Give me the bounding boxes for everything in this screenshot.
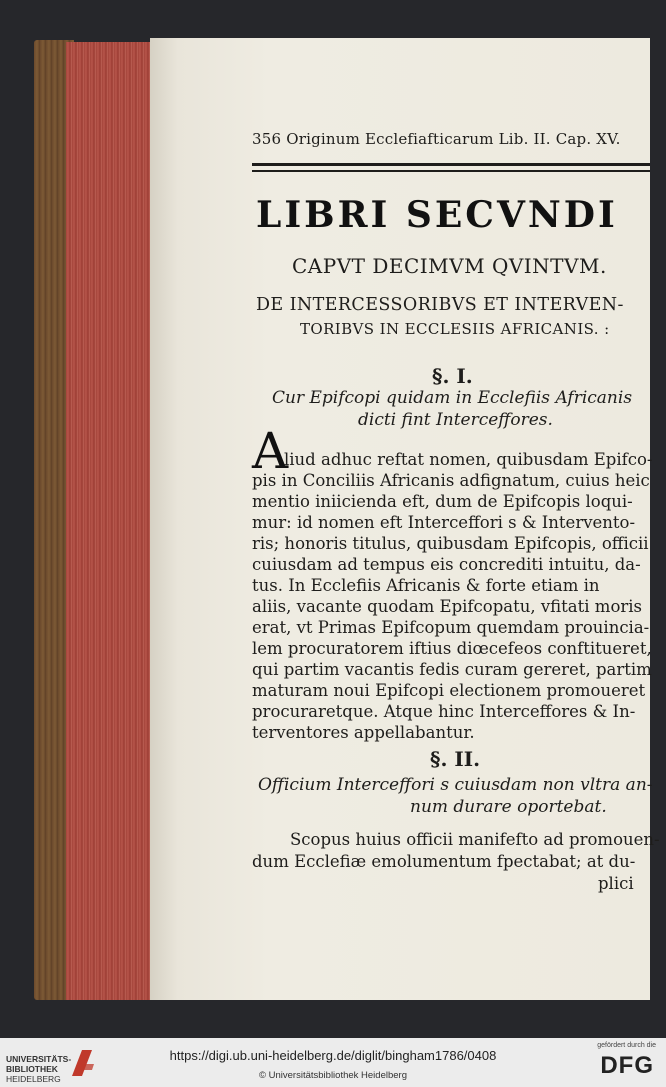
chapter-heading-line-1: DE INTERCESSORIBVS ET INTERVEN- [256, 295, 624, 315]
body-line: procuraretque. Atque hinc Interceffores & In- [252, 702, 636, 721]
body-line: terventores appellabantur. [252, 723, 475, 742]
permalink-url[interactable]: https://digi.ub.uni-heidelberg.de/diglit/bingham1786/0408 [169, 1048, 497, 1063]
body-line: liud adhuc reftat nomen, quibusdam Epifco- [284, 450, 653, 469]
chapter-title: CAPVT DECIMVM QVINTVM. [292, 254, 607, 278]
logo-line-3: HEIDELBERG [6, 1074, 61, 1084]
book-title: LIBRI SECVNDI [256, 194, 618, 236]
body-line: aliis, vacante quodam Epifcopatu, vfitati moris [252, 597, 643, 616]
section-2-number: §. II. [430, 747, 481, 771]
drop-cap: A [252, 422, 289, 480]
page-edges [66, 42, 152, 1000]
catchword: plici [598, 874, 634, 893]
chapter-heading-line-2: TORIBVS IN ECCLESIIS AFRICANIS. : [300, 320, 610, 338]
body-line: mentio iniicienda eft, dum de Epifcopis loqui- [252, 492, 633, 511]
section-1-number: §. I. [432, 364, 473, 388]
body-line: qui partim vacantis fedis curam gereret, partim [252, 660, 652, 679]
viewer-footer [0, 1038, 666, 1087]
body-line: Scopus huius officii manifefto ad promouen- [290, 830, 660, 849]
section-2-subtitle-line-2: num durare oportebat. [410, 797, 607, 817]
logo-line-2: BIBLIOTHEK [6, 1064, 58, 1074]
funder-note: gefördert durch die [597, 1042, 656, 1049]
body-line: mur: id nomen eft Interceffori s & Intervento- [252, 513, 636, 532]
body-line: ris; honoris titulus, quibusdam Epifcopis, officii [252, 534, 649, 553]
header-rule-thin [252, 170, 650, 172]
running-head: 356 Originum Ecclefiafticarum Lib. II. Cap. XV. [252, 130, 621, 148]
section-1-subtitle-line-1: Cur Epifcopi quidam in Ecclefiis Africanis [272, 388, 633, 408]
body-line: lem procuratorem iftius diœcefeos conftitueret, [252, 639, 652, 658]
body-line: pis in Conciliis Africanis adfignatum, cuius heic [252, 471, 650, 490]
body-line: maturam noui Epifcopi electionem promoueret [252, 681, 646, 700]
section-2-subtitle-line-1: Officium Interceffori s cuiusdam non vltra an- [258, 775, 653, 795]
body-line: dum Ecclefiæ emolumentum fpectabat; at du- [252, 852, 636, 871]
copyright-notice: © Universitätsbibliothek Heidelberg [259, 1070, 407, 1081]
header-rule-thick [252, 163, 650, 166]
body-line: cuiusdam ad tempus eis concrediti intuitu, da- [252, 555, 641, 574]
section-1-subtitle-line-2: dicti fint Interceffores. [358, 410, 553, 430]
body-line: erat, vt Primas Epifcopum quemdam prouincia- [252, 618, 650, 637]
dfg-logo[interactable]: DFG [600, 1052, 654, 1079]
logo-line-1: UNIVERSITÄTS- [6, 1054, 72, 1064]
body-line: tus. In Ecclefiis Africanis & forte etiam in [252, 576, 600, 595]
